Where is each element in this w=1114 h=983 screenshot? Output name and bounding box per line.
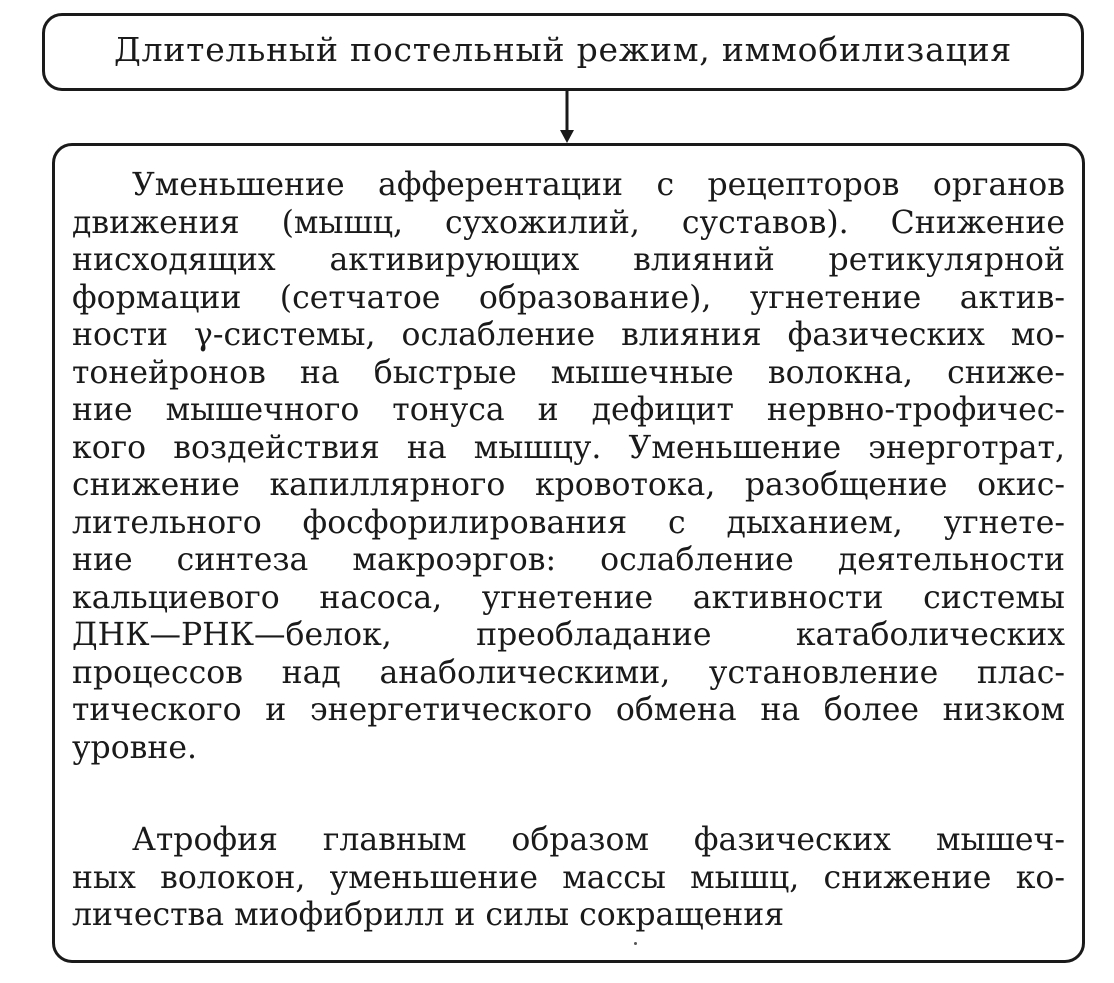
text-line: движения (мышц, сухожилий, суставов). Снижение [72, 204, 1065, 241]
text-line: кальциевого насоса, угнетение активности системы [72, 579, 1065, 616]
text-line: ности γ-системы, ослабление влияния фазических мо- [72, 317, 1065, 353]
text-line: тического и энергетического обмена на более низком [72, 692, 1065, 728]
text-line: Атрофия главным образом фазических мышеч- [132, 822, 1065, 858]
text-line: формации (сетчатое образование), угнетение актив- [72, 279, 1065, 316]
text-line: процессов над анаболическими, установление плас- [72, 654, 1065, 691]
paragraph-mechanism [72, 167, 1065, 767]
text-line: ных волокон, уменьшение массы мышц, снижение ко- [72, 859, 1065, 896]
text-line: ние синтеза макроэргов: ослабление деятельности [72, 542, 1065, 578]
text-line: Уменьшение афферентации с рецепторов органов [132, 167, 1065, 203]
text-line: нисходящих активирующих влияний ретикулярной [72, 242, 1065, 278]
text-line: кого воздействия на мышцу. Уменьшение энерготрат, [72, 429, 1065, 466]
paragraph-atrophy [72, 822, 1065, 935]
top-box [42, 13, 1084, 91]
text-line: лительного фосфорилирования с дыханием, угнете- [72, 504, 1065, 541]
arrow-head [560, 130, 574, 143]
text-line: тонейронов на быстрые мышечные волокна, сниже- [72, 354, 1065, 391]
text-line: личества миофибрилл и силы сокращения [72, 897, 785, 933]
top-box-text: Длительный постельный режим, иммобилизация [113, 29, 1013, 69]
text-line: снижение капиллярного кровотока, разобщение окис- [72, 467, 1065, 503]
main-box [52, 143, 1085, 963]
text-line: уровне. [72, 729, 198, 766]
text-line: ДНК—РНК—белок, преобладание катаболических [72, 617, 1065, 653]
text-line: ние мышечного тонуса и дефицит нервно-трофичес- [72, 392, 1065, 428]
scan-speck [634, 942, 637, 945]
